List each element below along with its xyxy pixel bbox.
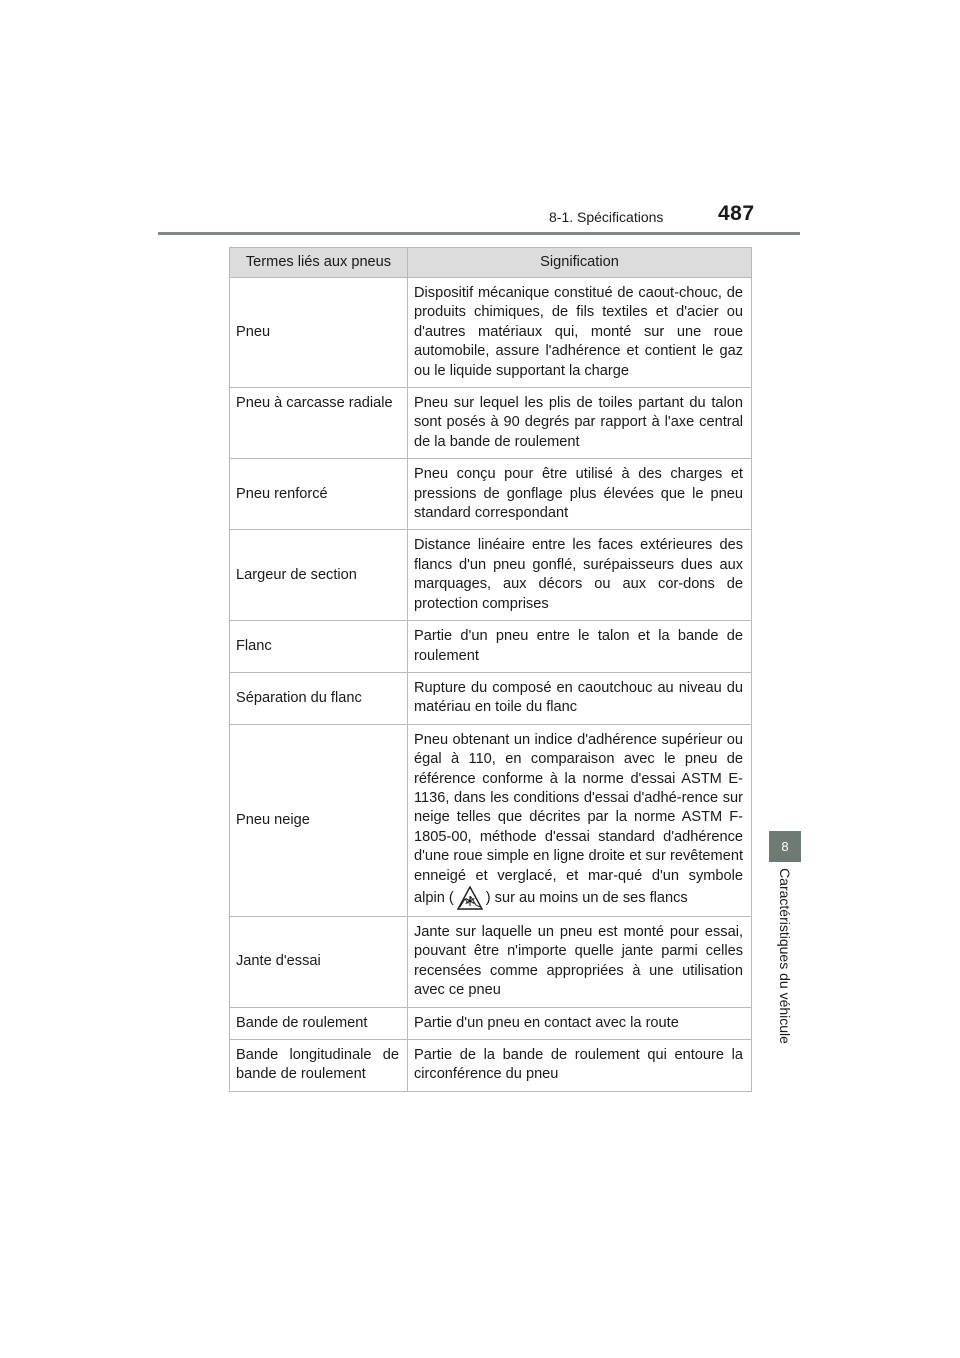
term-cell: Bande de roulement: [230, 1007, 408, 1039]
chapter-label: Caractéristiques du véhicule: [777, 868, 793, 1044]
alpine-symbol-icon: [457, 886, 483, 910]
chapter-tab: [769, 831, 801, 862]
column-header-terms: Termes liés aux pneus: [230, 248, 408, 278]
tire-terms-table: [229, 247, 752, 1092]
meaning-cell: Rupture du composé en caoutchouc au niveau du matériau en toile du flanc: [408, 672, 752, 724]
meaning-cell: Partie d'un pneu en contact avec la route: [408, 1007, 752, 1039]
term-cell: Pneu renforcé: [230, 459, 408, 530]
table-row: [230, 621, 752, 673]
table-row: [230, 724, 752, 916]
meaning-cell: Pneu conçu pour être utilisé à des charges et pressions de gonflage plus élevées que le pneu standard correspondant: [408, 459, 752, 530]
meaning-cell: Dispositif mécanique constitué de caout-chouc, de produits chimiques, de fils textiles et d'acier ou d'autres matériaux qui, monté sur une roue automobile, assure l'adhérence et contient le gaz ou le liquide supportant la charge: [408, 278, 752, 388]
column-header-meaning: Signification: [408, 248, 752, 278]
table-row: [230, 1007, 752, 1039]
page-number: 487: [718, 202, 755, 225]
meaning-cell: Distance linéaire entre les faces extérieures des flancs d'un pneu gonflé, surépaisseurs dues aux marquages, aux décors ou aux cor-dons de protection comprises: [408, 530, 752, 621]
table-row: [230, 459, 752, 530]
snow-tire-text: Pneu obtenant un indice d'adhérence supérieur ou égal à 110, en comparaison avec le pneu de référence conforme à la norme d'essai ASTM E-1136, dans les conditions d'essai d'adhé-rence sur neige telles que décrites par la norme ASTM F-1805-00, méthode d'essai standard d'adhérence d'une roue simple en ligne droite et sur revêtement enneigé et verglacé, et mar-qué d'un symbole alpin (: [414, 731, 743, 906]
meaning-cell: [408, 724, 752, 916]
term-cell: Jante d'essai: [230, 916, 408, 1007]
table-row: [230, 916, 752, 1007]
meaning-cell: Pneu sur lequel les plis de toiles partant du talon sont posés à 90 degrés par rapport à l'axe central de la bande de roulement: [408, 388, 752, 459]
table-header-row: [230, 248, 752, 278]
chapter-number: 8: [781, 839, 789, 854]
term-cell: Pneu à carcasse radiale: [230, 388, 408, 459]
meaning-cell: Jante sur laquelle un pneu est monté pour essai, pouvant être n'importe quelle jante parmi celles recensées comme appropriées à une utilisation avec ce pneu: [408, 916, 752, 1007]
term-cell: Pneu neige: [230, 724, 408, 916]
term-cell: Bande longitudinale de bande de roulement: [230, 1040, 408, 1092]
term-cell: Largeur de section: [230, 530, 408, 621]
meaning-cell: Partie d'un pneu entre le talon et la bande de roulement: [408, 621, 752, 673]
term-cell: Flanc: [230, 621, 408, 673]
header-divider: [158, 232, 800, 235]
term-cell: Séparation du flanc: [230, 672, 408, 724]
table-row: [230, 1040, 752, 1092]
section-title: 8-1. Spécifications: [549, 209, 664, 225]
snow-tire-text-end: ) sur au moins un de ses flancs: [485, 889, 688, 906]
table-row: [230, 278, 752, 388]
meaning-cell: Partie de la bande de roulement qui entoure la circonférence du pneu: [408, 1040, 752, 1092]
table-row: [230, 530, 752, 621]
term-cell: Pneu: [230, 278, 408, 388]
table-row: [230, 388, 752, 459]
table-row: [230, 672, 752, 724]
